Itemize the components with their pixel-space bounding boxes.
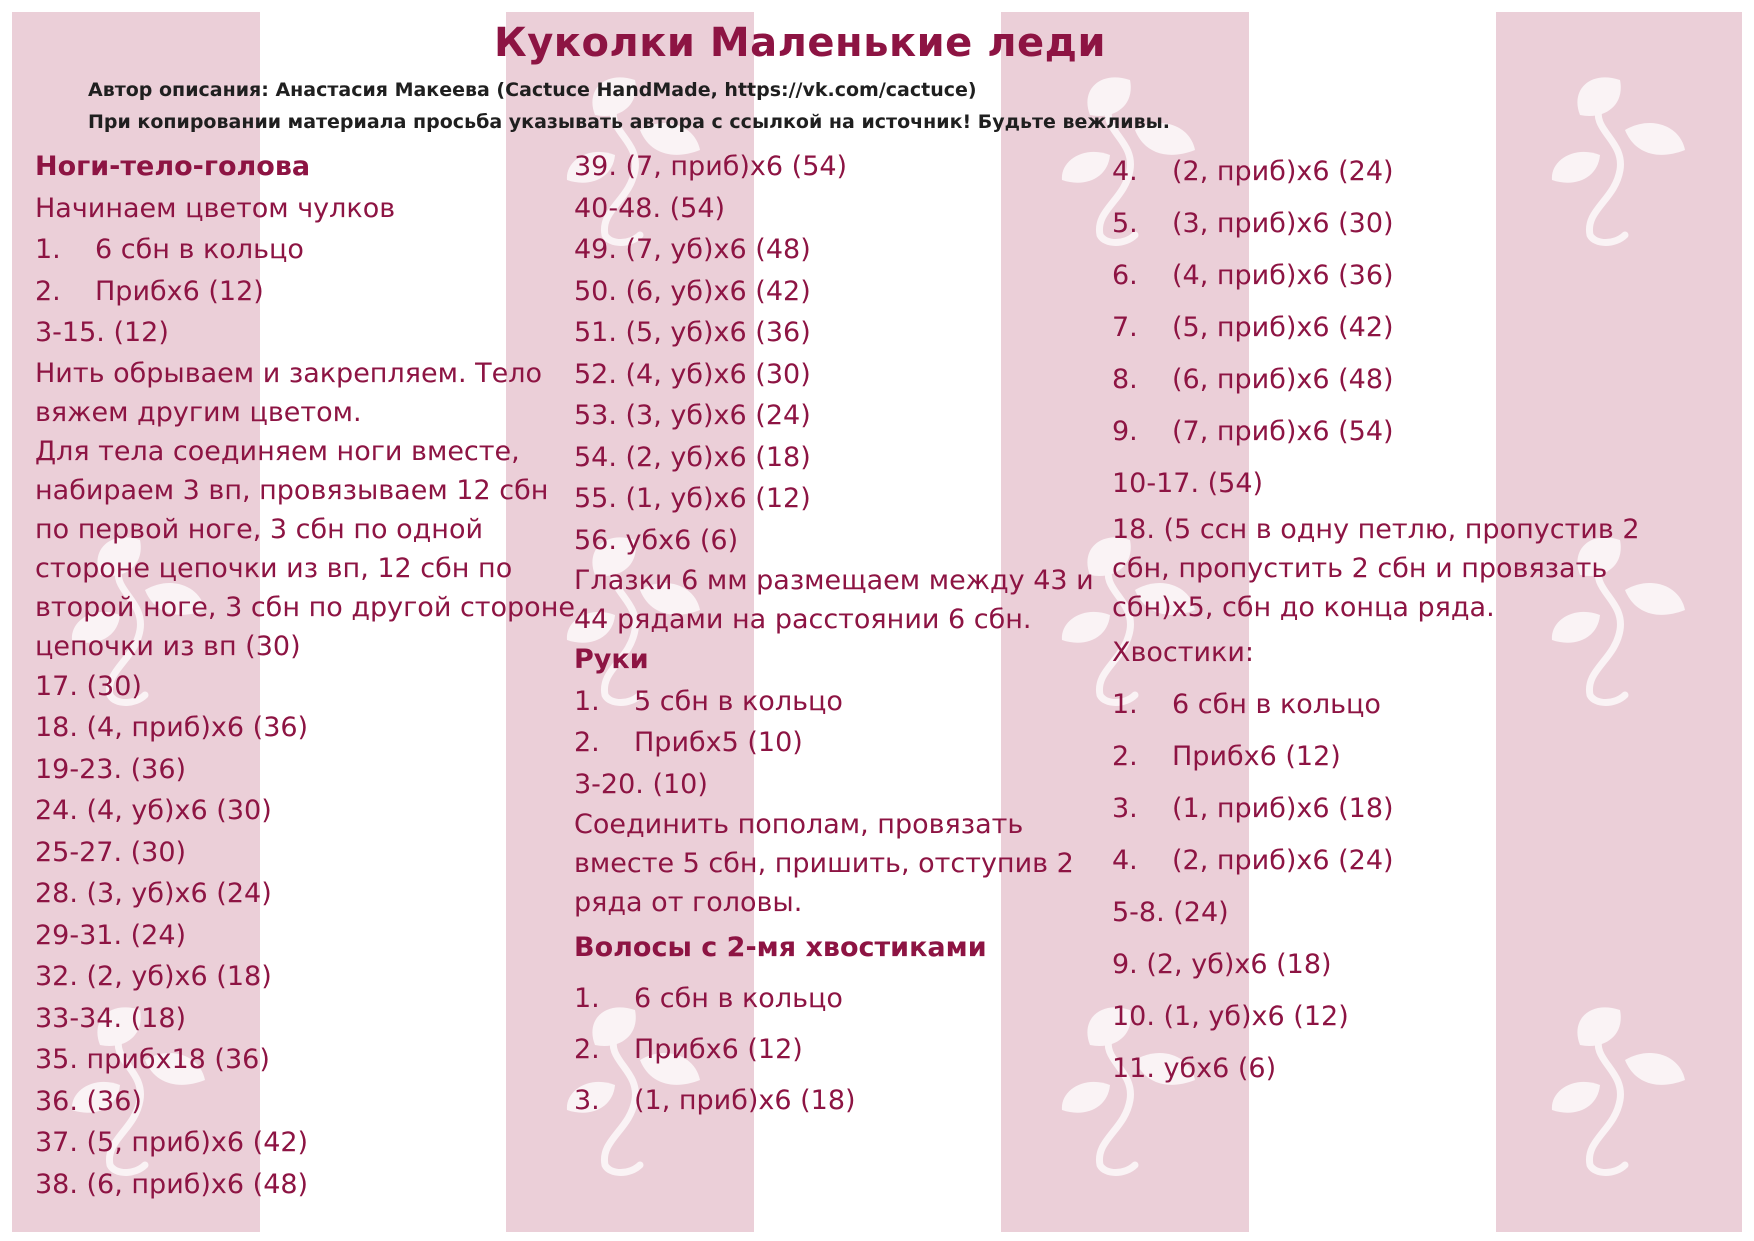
row-item: 52. (4, уб)х6 (30): [574, 358, 811, 390]
row-item: 56. убх6 (6): [574, 524, 739, 556]
row-item: 19-23. (36): [35, 753, 187, 785]
column-head-arms-hair: [574, 146, 1094, 1126]
row-item: 35. прибх18 (36): [35, 1044, 270, 1075]
row-text: Прибх6 (12): [1172, 741, 1341, 772]
row-item: 39. (7, приб)х6 (54): [574, 151, 848, 182]
row-number: 9.: [1112, 416, 1138, 447]
row-item: [574, 722, 1094, 764]
copy-notice: При копировании материала просьба указывать автора с ссылкой на источник! Будьте вежливы.: [88, 111, 1170, 133]
row-number: 3.: [1112, 793, 1138, 824]
section-heading: Ноги-тело-голова: [35, 151, 311, 182]
row-item: 17. (30): [35, 670, 142, 702]
row-item: [1112, 835, 1672, 887]
eyes-note: Глазки 6 мм размещаем между 43 и 44 рядами на расстоянии 6 сбн.: [574, 565, 1094, 635]
section-heading: Хвостики:: [1112, 637, 1255, 668]
row-item: [1112, 250, 1672, 302]
row-number: 5.: [1112, 208, 1138, 239]
row-text: 6 сбн в кольцо: [1172, 689, 1381, 720]
row-item: 49. (7, уб)х6 (48): [574, 234, 811, 265]
row-text: (5, приб)х6 (42): [1172, 312, 1394, 343]
row-item: 38. (6, приб)х6 (48): [35, 1168, 309, 1200]
row-item: [1112, 679, 1672, 731]
row-item: [1112, 406, 1672, 458]
row-number: 1.: [1112, 689, 1138, 720]
row-number: 1.: [35, 234, 61, 265]
row-item: 10. (1, уб)х6 (12): [1112, 1001, 1349, 1032]
row-text: 5 сбн в кольцо: [634, 685, 843, 717]
row-item: 5-8. (24): [1112, 897, 1229, 928]
column-hair-tails: [1112, 146, 1672, 1095]
row-item: 54. (2, уб)х6 (18): [574, 441, 811, 473]
row-number: 2.: [574, 1034, 600, 1065]
row-item: 18. (4, приб)х6 (36): [35, 712, 309, 743]
row-item: [574, 1024, 1094, 1075]
row-item: 37. (5, приб)х6 (42): [35, 1127, 309, 1158]
row-item: [574, 973, 1094, 1024]
row-item: 24. (4, уб)х6 (30): [35, 795, 272, 826]
row-number: 4.: [1112, 156, 1138, 187]
row-item: 10-17. (54): [1112, 468, 1264, 499]
row-item: [1112, 731, 1672, 783]
row-text: (7, приб)х6 (54): [1172, 416, 1394, 447]
row-item: 3-15. (12): [35, 317, 169, 348]
intro-text: Начинаем цветом чулков: [35, 192, 396, 224]
row-number: 6.: [1112, 260, 1138, 291]
row-item: 32. (2, уб)х6 (18): [35, 961, 272, 992]
row-item: [1112, 146, 1672, 198]
row-item: 50. (6, уб)х6 (42): [574, 275, 811, 307]
author-line: Автор описания: Анастасия Макеева (Cactuce HandMade, https://vk.com/cactuce): [88, 79, 977, 101]
row-number: 2.: [1112, 741, 1138, 772]
row-item: 40-48. (54): [574, 192, 726, 224]
row-item: 25-27. (30): [35, 836, 187, 868]
section-heading: Волосы с 2-мя хвостиками: [574, 932, 987, 963]
row-text: (6, приб)х6 (48): [1172, 364, 1394, 395]
row-item: 11. убх6 (6): [1112, 1053, 1277, 1084]
row-text: Прибх6 (12): [95, 275, 264, 307]
row-item: [574, 681, 1094, 723]
row-item: [1112, 198, 1672, 250]
row-text: Прибх6 (12): [634, 1034, 803, 1065]
row-item: [574, 1075, 1094, 1126]
row-18-instruction: 18. (5 ссн в одну петлю, пропустив 2 сбн, пропустить 2 сбн и провязать сбн)х5, сбн до конца ряда.: [1112, 514, 1640, 623]
row-item: 33-34. (18): [35, 1002, 187, 1034]
row-number: 3.: [574, 1085, 600, 1116]
row-number: 4.: [1112, 845, 1138, 876]
row-text: 6 сбн в кольцо: [95, 234, 304, 265]
row-number: 8.: [1112, 364, 1138, 395]
row-text: (2, приб)х6 (24): [1172, 845, 1394, 876]
row-item: 28. (3, уб)х6 (24): [35, 878, 272, 909]
section-heading: Руки: [574, 644, 649, 675]
row-item: 3-20. (10): [574, 768, 708, 800]
row-number: 2.: [35, 275, 61, 307]
row-text: (2, приб)х6 (24): [1172, 156, 1394, 187]
row-item: 51. (5, уб)х6 (36): [574, 317, 811, 348]
row-item: 36. (36): [35, 1085, 142, 1117]
row-text: 6 сбн в кольцо: [634, 983, 843, 1014]
row-item: 9. (2, уб)х6 (18): [1112, 949, 1332, 980]
row-number: 2.: [574, 727, 600, 758]
row-item: [1112, 302, 1672, 354]
row-number: 1.: [574, 685, 600, 717]
row-text: (1, приб)х6 (18): [1172, 793, 1394, 824]
row-item: [35, 271, 575, 313]
row-item: [1112, 783, 1672, 835]
row-item: 55. (1, уб)х6 (12): [574, 483, 811, 514]
row-item: [1112, 354, 1672, 406]
instruction-note: Для тела соединяем ноги вместе, набираем 3 вп, провязываем 12 сбн по первой ноге, 3 сбн по одной стороне цепочки из вп, 12 сбн по второй ноге, 3 сбн по другой стороне цепочки из вп (30): [35, 435, 575, 662]
row-text: (1, приб)х6 (18): [634, 1085, 856, 1116]
row-item: 29-31. (24): [35, 919, 187, 951]
row-number: 1.: [574, 983, 600, 1014]
row-number: 7.: [1112, 312, 1138, 343]
row-text: Прибх5 (10): [634, 727, 803, 758]
column-legs-body-head: [35, 146, 575, 1205]
instruction-note: Нить обрываем и закрепляем. Тело вяжем другим цветом.: [35, 357, 542, 428]
arms-note: Соединить пополам, провязать вместе 5 сбн, пришить, отступив 2 ряда от головы.: [574, 809, 1074, 918]
row-text: (3, приб)х6 (30): [1172, 208, 1394, 239]
row-item: [35, 229, 575, 271]
page-title: Куколки Маленькие леди: [494, 20, 1106, 66]
row-item: 53. (3, уб)х6 (24): [574, 400, 811, 431]
row-text: (4, приб)х6 (36): [1172, 260, 1394, 291]
